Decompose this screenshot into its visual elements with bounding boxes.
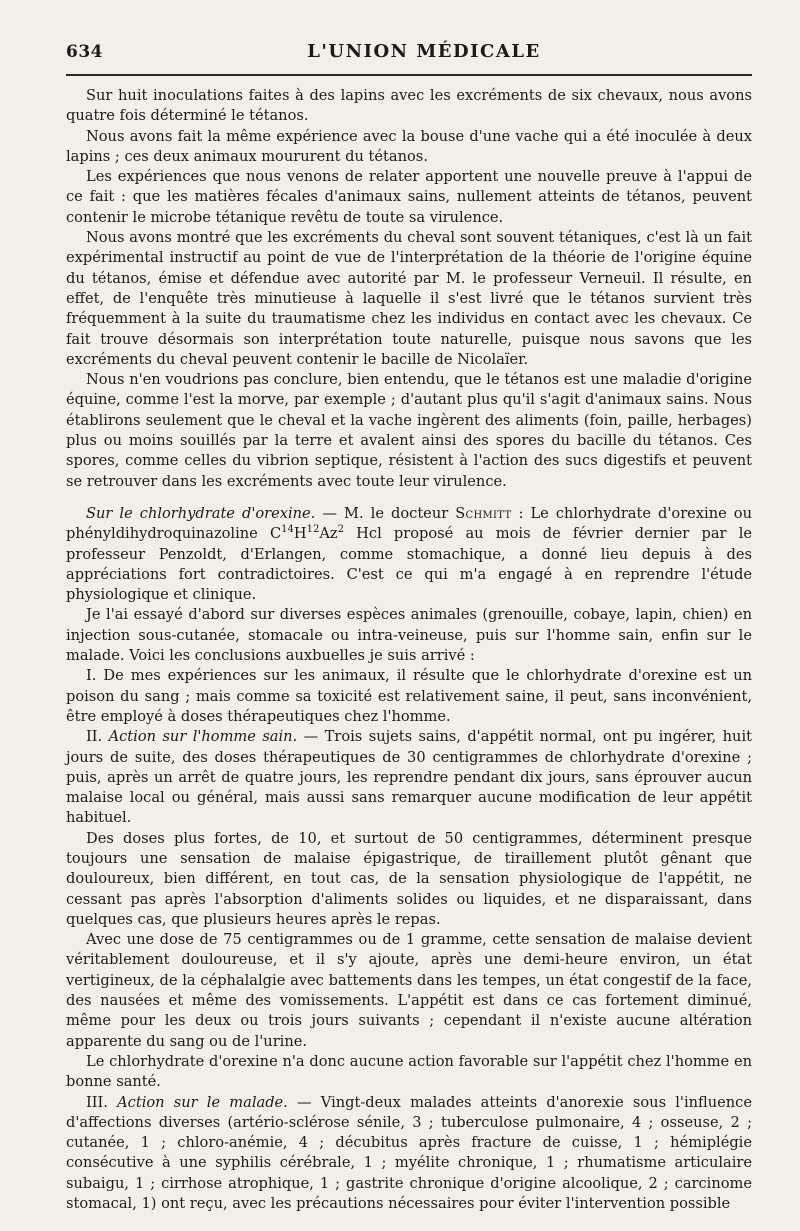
part-title: Action sur le malade. <box>117 1093 288 1111</box>
section-author: Schmitt <box>455 504 512 522</box>
paragraph: Le chlorhydrate d'orexine n'a donc aucune action favorable sur l'appétit chez l'homme en bonne santé. <box>66 1052 752 1091</box>
paragraph: Nous n'en voudrions pas conclure, bien entendu, que le tétanos est une maladie d'origine équine, comme l'est la morve, par exemple ; d'autant plus qu'il s'agit d'animaux sains. Nous établirons seulement que le cheval et la vache ingèrent des aliments (foin, paille, herbages) plus ou moins souillés par la terre et avalent ainsi des spores du bacille du tétanos. Ces spores, comme celles du vibrion septique, résistent à l'action des sucs digestifs et peuvent se retrouver dans les excréments avec toute leur virulence. <box>66 371 752 490</box>
paragraph: Nous avons fait la même expérience avec la bouse d'une vache qui a été inoculée à deux lapins ; ces deux animaux moururent du tétanos. <box>66 127 752 165</box>
header-rule <box>66 74 752 76</box>
paragraph: Je l'ai essayé d'abord sur diverses espèces animales (grenouille, cobaye, lapin, chien) en injection sous-cutanée, stomacale ou intra-veineuse, puis sur l'homme sain, enfin sur le malade. Voici les conclusions auxbuelles je suis arrivé : <box>66 606 752 665</box>
body-text <box>66 86 752 1214</box>
section-text: Hcl proposé au mois de février dernier par le professeur Penzoldt, d'Erlangen, comme stomachique, a donné lieu depuis à des appréciations fort contradictoires. C'est ce qui m'a engagé à en reprendre l'étude physiologique et clinique. <box>66 525 752 604</box>
section-intro <box>66 504 752 605</box>
section-dash: — M. le docteur <box>315 504 456 522</box>
paragraph: I. De mes expériences sur les animaux, il résulte que le chlorhydrate d'orexine est un poison du sang ; mais comme sa toxicité est relativement saine, il peut, sans inconvénient, être employé à doses thérapeutiques chez l'homme. <box>66 667 752 725</box>
formula-sup: 14 <box>281 524 294 536</box>
part-label: II. <box>86 728 109 746</box>
page-header <box>66 0 752 62</box>
section-title: Sur le chlorhydrate d'orexine. <box>86 504 316 522</box>
formula-sup: 12 <box>306 524 320 536</box>
running-title: L'UNION MÉDICALE <box>307 41 541 62</box>
paragraph: Des doses plus fortes, de 10, et surtout de 50 centigrammes, déterminent presque toujours une sensation de malaise épigastrique, de tiraillement plutôt gênant que douloureux, bien différent, en tout cas, de la sensation physiologique de l'appétit, ne cessant pas après l'absorption d'aliments solides ou liquides, et ne disparaissant, dans quelques cas, que plusieurs heures après le repas. <box>66 829 752 928</box>
part-text: — Vingt-deux malades atteints d'anorexie sous l'influence d'affections diverses (artério-sclérose sénile, 3 ; tuberculose pulmonaire, 4 ; osseuse, 2 ; cutanée, 1 ; chloro-anémie, 4 ; décubitus après fracture de cuisse, 1 ; hémiplégie consécutive à une syphilis cérébrale, 1 ; myélite chronique, 1 ; rhumatisme articulaire subaigu, 1 ; cirrhose atrophique, 1 ; gastrite chronique d'origine alcoolique, 2 ; carcinome stomacal, 1) ont reçu, avec les précautions nécessaires pour éviter l'intervention possible <box>66 1093 752 1213</box>
paragraph: Sur huit inoculations faites à des lapins avec les excréments de six chevaux, nous avons quatre fois déterminé le tétanos. <box>66 87 752 125</box>
formula-text: H <box>293 525 307 543</box>
paragraph: Nous avons montré que les excréments du cheval sont souvent tétaniques, c'est là un fait expérimental instructif au point de vue de l'interprétation de la théorie de l'origine équine du tétanos, émise et défendue avec autorité par M. le professeur Verneuil. Il résulte, en effet, de l'enquête très minutieuse à laquelle il s'est livré que le tétanos survient très fréquemment à la suite du traumatisme chez les individus en contact avec les chevaux. Ce fait trouve désormais son interprétation toute naturelle, puisque nous savons que les excréments du cheval peuvent contenir le bacille de Nicolaïer. <box>66 229 752 368</box>
part-label: III. <box>86 1093 118 1111</box>
part-title: Action sur l'homme sain. <box>108 728 298 746</box>
paragraph: Les expériences que nous venons de relater apportent une nouvelle preuve à l'appui de ce fait : que les matières fécales d'animaux sains, nullement atteints de tétanos, peuvent contenir le microbe tétanique revêtu de toute sa virulence. <box>66 168 752 226</box>
section-text: : Le chlorhydrate d'orexine ou phényldihydroquinazoline C <box>66 504 752 543</box>
page-number: 634 <box>66 42 103 62</box>
part-two <box>66 727 752 828</box>
formula-sup: 2 <box>337 524 344 536</box>
paragraph: Avec une dose de 75 centigrammes ou de 1 gramme, cette sensation de malaise devient véritablement douloureuse, et il s'y ajoute, après une demi-heure environ, un état vertigineux, de la céphalalgie avec battements dans les tempes, un état congestif de la face, des nausées et même des vomissements. L'appétit est dans ce cas fortement diminué, même pour les deux ou trois jours suivants ; cependant il n'existe aucune altération apparente du sang ou de l'urine. <box>66 931 752 1050</box>
formula-text: Az <box>319 525 338 543</box>
part-text: — Trois sujets sains, d'appétit normal, ont pu ingérer, huit jours de suite, des doses thérapeutiques de 30 centigrammes de chlorhydrate d'orexine ; puis, après un arrêt de quatre jours, les reprendre pendant dix jours, sans éprouver aucun malaise local ou général, mais aussi sans remarquer aucune modification de leur appétit habituel. <box>66 728 752 827</box>
part-three <box>66 1093 752 1215</box>
